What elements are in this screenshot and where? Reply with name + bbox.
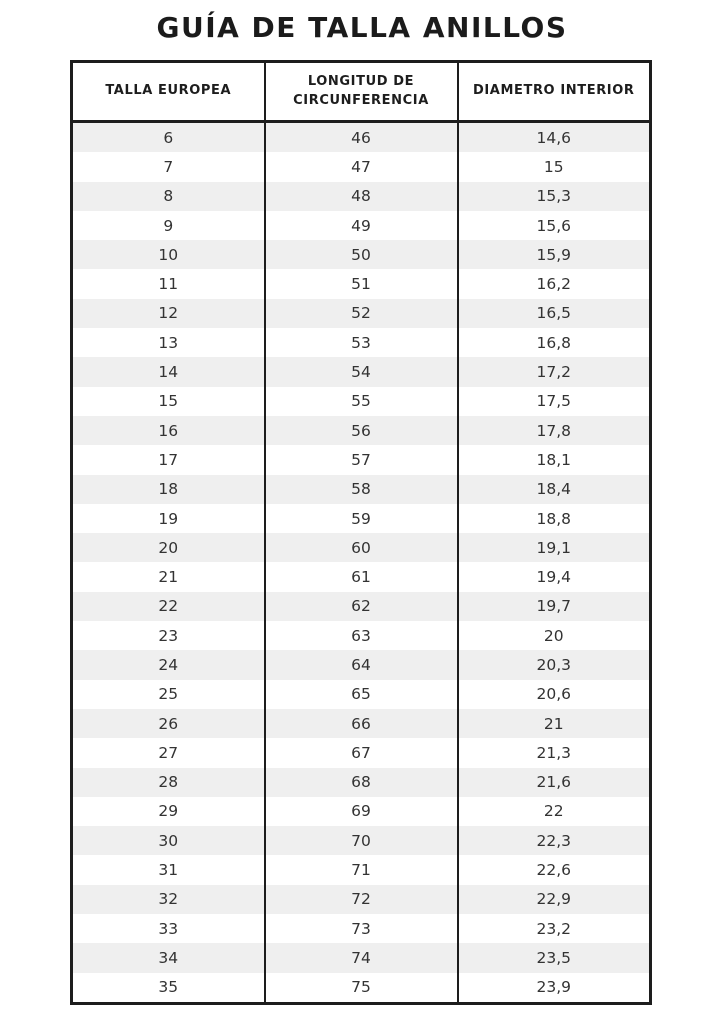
- table-cell: 57: [265, 445, 458, 474]
- header-talla-europea: TALLA EUROPEA: [72, 62, 265, 122]
- table-cell: 22: [458, 797, 651, 826]
- table-cell: 29: [72, 797, 265, 826]
- table-row: [72, 797, 651, 826]
- table-cell: 58: [265, 475, 458, 504]
- table-row: [72, 562, 651, 591]
- table-cell: 49: [265, 211, 458, 240]
- table-row: [72, 240, 651, 269]
- table-cell: 16,5: [458, 299, 651, 328]
- table-cell: 28: [72, 768, 265, 797]
- table-cell: 60: [265, 533, 458, 562]
- table-cell: 54: [265, 357, 458, 386]
- table-cell: 21,3: [458, 738, 651, 767]
- table-cell: 69: [265, 797, 458, 826]
- table-cell: 23,9: [458, 973, 651, 1004]
- table-cell: 18,1: [458, 445, 651, 474]
- table-header: [72, 62, 651, 122]
- table-cell: 16,8: [458, 328, 651, 357]
- table-cell: 35: [72, 973, 265, 1004]
- table-cell: 34: [72, 943, 265, 972]
- table-cell: 20: [72, 533, 265, 562]
- table-cell: 46: [265, 122, 458, 153]
- table-cell: 55: [265, 387, 458, 416]
- table-row: [72, 826, 651, 855]
- table-cell: 13: [72, 328, 265, 357]
- table-row: [72, 299, 651, 328]
- table-cell: 14,6: [458, 122, 651, 153]
- table-cell: 24: [72, 650, 265, 679]
- table-cell: 59: [265, 504, 458, 533]
- table-cell: 12: [72, 299, 265, 328]
- table-cell: 33: [72, 914, 265, 943]
- table-cell: 7: [72, 152, 265, 181]
- table-cell: 25: [72, 680, 265, 709]
- table-cell: 9: [72, 211, 265, 240]
- header-diametro-interior: DIAMETRO INTERIOR: [458, 62, 651, 122]
- table-cell: 20: [458, 621, 651, 650]
- table-row: [72, 328, 651, 357]
- table-cell: 67: [265, 738, 458, 767]
- table-cell: 61: [265, 562, 458, 591]
- table-row: [72, 416, 651, 445]
- table-cell: 18: [72, 475, 265, 504]
- table-cell: 74: [265, 943, 458, 972]
- table-row: [72, 738, 651, 767]
- table-cell: 22,9: [458, 885, 651, 914]
- table-cell: 19,1: [458, 533, 651, 562]
- table-row: [72, 885, 651, 914]
- table-cell: 19: [72, 504, 265, 533]
- table-cell: 23,5: [458, 943, 651, 972]
- table-row: [72, 768, 651, 797]
- table-cell: 52: [265, 299, 458, 328]
- table-row: [72, 357, 651, 386]
- table-cell: 26: [72, 709, 265, 738]
- table-cell: 32: [72, 885, 265, 914]
- table-cell: 20,3: [458, 650, 651, 679]
- page-title: GUÍA DE TALLA ANILLOS: [156, 11, 568, 44]
- table-cell: 48: [265, 182, 458, 211]
- table-cell: 8: [72, 182, 265, 211]
- table-row: [72, 122, 651, 153]
- table-cell: 68: [265, 768, 458, 797]
- table-row: [72, 709, 651, 738]
- table-row: [72, 855, 651, 884]
- table-row: [72, 475, 651, 504]
- table-cell: 21: [458, 709, 651, 738]
- table-cell: 66: [265, 709, 458, 738]
- table-cell: 56: [265, 416, 458, 445]
- table-cell: 10: [72, 240, 265, 269]
- table-cell: 15: [458, 152, 651, 181]
- table-cell: 23: [72, 621, 265, 650]
- table-cell: 27: [72, 738, 265, 767]
- table-cell: 22,3: [458, 826, 651, 855]
- table-row: [72, 445, 651, 474]
- table-cell: 22: [72, 592, 265, 621]
- table-cell: 50: [265, 240, 458, 269]
- table-header-row: [72, 62, 651, 122]
- table-cell: 17,8: [458, 416, 651, 445]
- table-cell: 18,4: [458, 475, 651, 504]
- table-cell: 71: [265, 855, 458, 884]
- table-cell: 17,5: [458, 387, 651, 416]
- table-cell: 23,2: [458, 914, 651, 943]
- table-cell: 14: [72, 357, 265, 386]
- table-cell: 20,6: [458, 680, 651, 709]
- table-cell: 11: [72, 269, 265, 298]
- table-cell: 6: [72, 122, 265, 153]
- table-cell: 65: [265, 680, 458, 709]
- header-longitud-circunferencia: LONGITUD DE CIRCUNFERENCIA: [265, 62, 458, 122]
- table-cell: 21,6: [458, 768, 651, 797]
- table-cell: 18,8: [458, 504, 651, 533]
- table-row: [72, 504, 651, 533]
- table-cell: 72: [265, 885, 458, 914]
- table-row: [72, 650, 651, 679]
- table-cell: 19,4: [458, 562, 651, 591]
- table-row: [72, 533, 651, 562]
- table-cell: 22,6: [458, 855, 651, 884]
- table-cell: 15,6: [458, 211, 651, 240]
- table-cell: 53: [265, 328, 458, 357]
- table-row: [72, 973, 651, 1004]
- table-cell: 16,2: [458, 269, 651, 298]
- table-row: [72, 387, 651, 416]
- table-cell: 30: [72, 826, 265, 855]
- table-cell: 47: [265, 152, 458, 181]
- table-cell: 51: [265, 269, 458, 298]
- table-row: [72, 269, 651, 298]
- table-row: [72, 914, 651, 943]
- table-cell: 17,2: [458, 357, 651, 386]
- table-cell: 31: [72, 855, 265, 884]
- table-cell: 15,3: [458, 182, 651, 211]
- table-cell: 15,9: [458, 240, 651, 269]
- table-row: [72, 211, 651, 240]
- table-row: [72, 152, 651, 181]
- table-cell: 15: [72, 387, 265, 416]
- table-cell: 16: [72, 416, 265, 445]
- table-cell: 17: [72, 445, 265, 474]
- ring-size-table: [70, 60, 652, 1005]
- table-cell: 73: [265, 914, 458, 943]
- table-cell: 64: [265, 650, 458, 679]
- table-row: [72, 182, 651, 211]
- table-row: [72, 680, 651, 709]
- table-row: [72, 943, 651, 972]
- table-body: [72, 122, 651, 1004]
- table-row: [72, 592, 651, 621]
- table-cell: 70: [265, 826, 458, 855]
- table-cell: 63: [265, 621, 458, 650]
- table-cell: 75: [265, 973, 458, 1004]
- table-row: [72, 621, 651, 650]
- table-cell: 62: [265, 592, 458, 621]
- table-cell: 21: [72, 562, 265, 591]
- table-cell: 19,7: [458, 592, 651, 621]
